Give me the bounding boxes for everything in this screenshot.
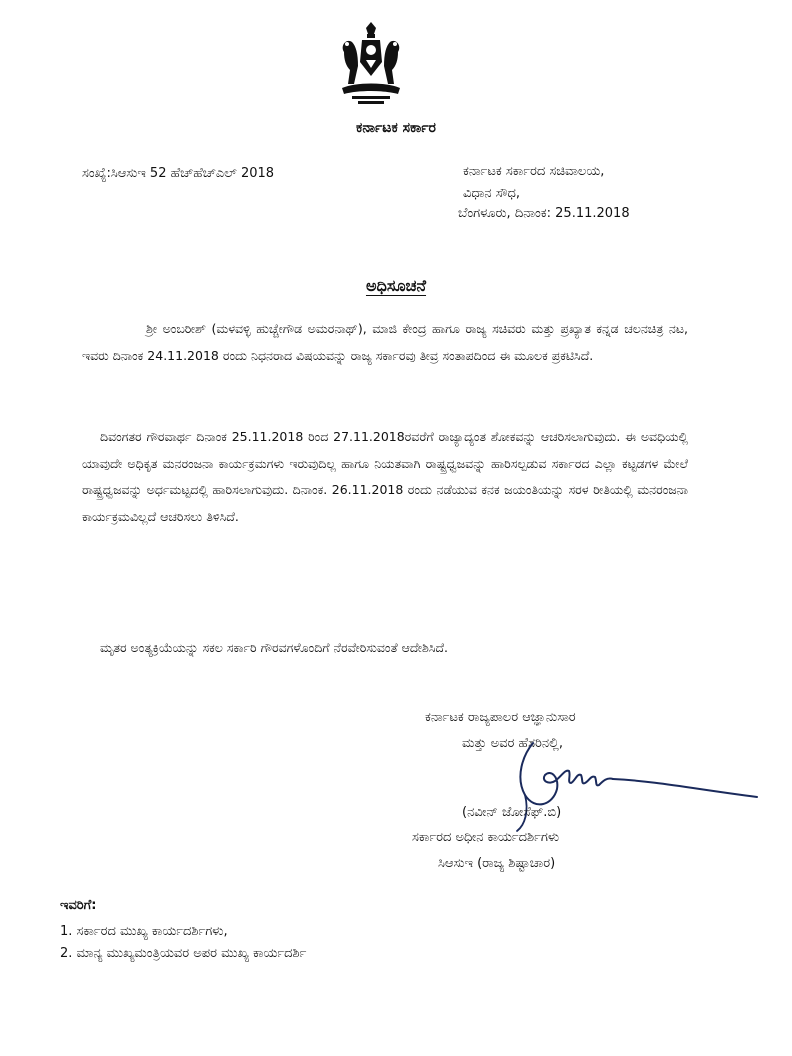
signatory-designation: ಸರ್ಕಾರದ ಅಧೀನ ಕಾರ್ಯದರ್ಶಿಗಳು: [412, 830, 560, 845]
signatory-department: ಸಿಆಸುಇ (ರಾಜ್ಯ ಶಿಷ್ಟಾಚಾರ): [438, 856, 556, 871]
governor-order-line: ಕರ್ನಾಟಕ ರಾಜ್ಯಪಾಲರ ಆಜ್ಞಾನುಸಾರ: [425, 710, 576, 725]
paragraph-announcement: ಶ್ರೀ ಅಂಬರೀಶ್ (ಮಳವಳ್ಳಿ ಹುಚ್ಚೇಗೌಡ ಅಮರನಾಥ್), ಮಾಜಿ ಕೇಂದ್ರ ಹಾಗೂ ರಾಜ್ಯ ಸಚಿವರು ಮತ್ತು ಪ್ರಖ್ಯಾತ ಕನ್ನಡ ಚಲನಚಿತ್ರ ನಟ, ಇವರು ದಿನಾಂಕ 24.11.2018 ರಂದು ನಿಧನರಾದ ವಿಷಯವನ್ನು ರಾಜ್ಯ ಸರ್ಕಾರವು ತೀವ್ರ ಸಂತಾಪದಿಂದ ಈ ಮೂಲಕ ಪ್ರಕಟಿಸಿದೆ.: [82, 321, 688, 363]
paragraph-funeral: ಮೃತರ ಅಂತ್ಯಕ್ರಿಯೆಯನ್ನು ಸಕಲ ಸರ್ಕಾರಿ ಗೌರವಗಳೊಂದಿಗೆ ನೆರವೇರಿಸುವಂತೆ ಆದೇಶಿಸಿದೆ.: [100, 640, 449, 655]
signatory-name: (ನವೀನ್ ಜೋಸೆಫ್.ಬಿ): [462, 805, 562, 820]
paragraph-mourning: ದಿವಂಗತರ ಗೌರವಾರ್ಥ ದಿನಾಂಕ 25.11.2018 ರಿಂದ 27.11.2018ರವರೆಗೆ ರಾಜ್ಯಾದ್ಯಂತ ಶೋಕವನ್ನು ಆಚರಿಸಲಾಗುವುದು. ಈ ಅವಧಿಯಲ್ಲಿ ಯಾವುದೇ ಅಧಿಕೃತ ಮನರಂಜನಾ ಕಾರ್ಯಕ್ರಮಗಳು ಇರುವುದಿಲ್ಲ ಹಾಗೂ ನಿಯತವಾಗಿ ರಾಷ್ಟ್ರಧ್ವಜವನ್ನು ಹಾರಿಸಲ್ಪಡುವ ಸರ್ಕಾರದ ಎಲ್ಲಾ ಕಟ್ಟಡಗಳ ಮೇಲೆ ರಾಷ್ಟ್ರಧ್ವಜವನ್ನು ಅರ್ಧಮಟ್ಟದಲ್ಲಿ ಹಾರಿಸಲಾಗುವುದು. ದಿನಾಂಕ. 26.11.2018 ರಂದು ನಡೆಯುವ ಕನಕ ಜಯಂತಿಯನ್ನು ಸರಳ ರೀತಿಯಲ್ಲಿ ಮನರಂಜನಾ ಕಾರ್ಯಕ್ರಮವಿಲ್ಲದೆ ಆಚರಿಸಲು ತಿಳಿಸಿದೆ.: [82, 429, 688, 524]
government-title: ಕರ್ನಾಟಕ ಸರ್ಕಾರ: [356, 120, 436, 136]
notice-heading: [0, 276, 792, 296]
recipient-item: 2. ಮಾನ್ಯ ಮುಖ್ಯಮಂತ್ರಿಯವರ ಅಪರ ಮುಖ್ಯ ಕಾರ್ಯದರ್ಶಿ: [60, 946, 307, 961]
recipient-item: 1. ಸರ್ಕಾರದ ಮುಖ್ಯ ಕಾರ್ಯದರ್ಶಿಗಳು,: [60, 924, 228, 939]
notice-heading-text: ಅಧಿಸೂಚನೆ: [365, 276, 427, 295]
reference-number: ಸಂಖ್ಯೆ:ಸಿಆಸುಇ 52 ಹೆಚ್‌ಹೆಚ್‌ಎಲ್ 2018: [82, 166, 275, 181]
address-line: ಕರ್ನಾಟಕ ಸರ್ಕಾರದ ಸಚಿವಾಲಯ,: [463, 164, 605, 179]
karnataka-emblem-icon: [336, 22, 406, 108]
place-and-date: ಬೆಂಗಳೂರು, ದಿನಾಂಕ: 25.11.2018: [458, 206, 630, 221]
recipients-heading: ಇವರಿಗೆ:: [60, 898, 97, 913]
governor-order-line: ಮತ್ತು ಅವರ ಹೆಸರಿನಲ್ಲಿ,: [462, 736, 564, 751]
address-line: ವಿಧಾನ ಸೌಧ,: [463, 186, 521, 201]
